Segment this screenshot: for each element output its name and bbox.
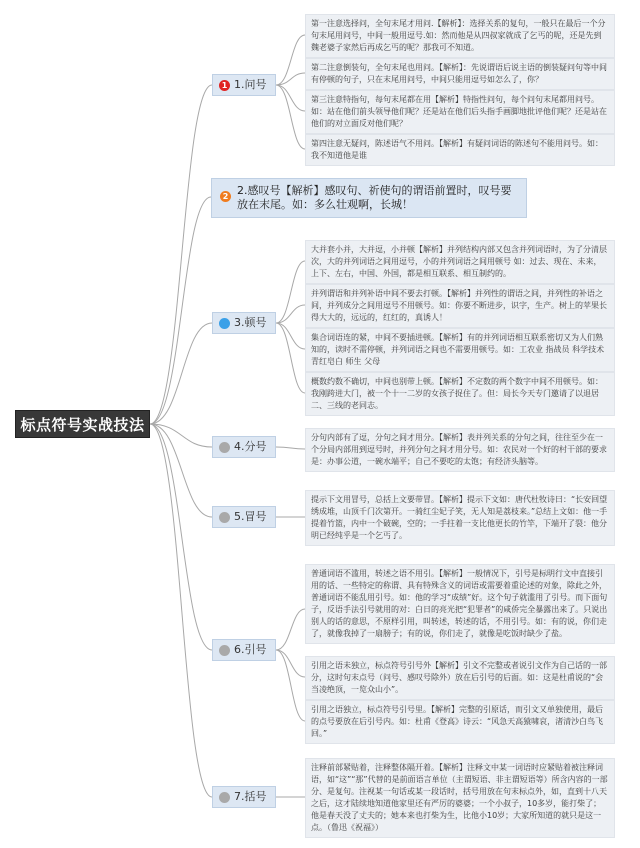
gray-circle-icon xyxy=(219,792,230,803)
branch-exclamation-mark[interactable] xyxy=(211,178,527,218)
connector-question-leaf-3 xyxy=(276,85,305,111)
branch-colon[interactable] xyxy=(212,506,276,528)
connector-quotation-leaf-1 xyxy=(276,609,305,650)
connector-root-to-colon xyxy=(150,424,212,517)
branch-brackets[interactable] xyxy=(212,786,276,808)
leaf-quotation-2[interactable]: 引用之语未独立，标点符号引号外【解析】引文不完整或者说引文作为自己话的一部分，这时句末点号（问号、感叹号除外）放在后引号的后面。如：这是杜甫说的“会当凌绝顶，一览众山小”。 xyxy=(305,656,615,700)
connector-quotation-leaf-2 xyxy=(276,650,305,677)
branch-semicolon[interactable] xyxy=(212,436,276,458)
gray-circle-icon xyxy=(219,442,230,453)
connector-enumeration-leaf-4 xyxy=(276,323,305,393)
connector-question-leaf-1 xyxy=(276,35,305,85)
branch-label: 7.括号 xyxy=(234,790,267,803)
leaf-enumeration-2[interactable]: 并列谓语和并列补语中间不要去打顿。【解析】并列性的谓语之间，并列性的补语之间，并列成分之间用逗号不用顿号。如：你要不断进步，识字，生产。树上的苹果长得大大的，远远的，红红的，真诱人！ xyxy=(305,284,615,328)
branch-enumeration-comma[interactable] xyxy=(212,312,276,334)
blue-circle-icon xyxy=(219,318,230,329)
gray-circle-icon xyxy=(219,512,230,523)
number-one-icon: 1 xyxy=(219,80,230,91)
connector-semicolon-leaf-1 xyxy=(276,447,305,449)
leaf-semicolon-1[interactable]: 分句内部有了逗，分句之间才用分。【解析】表并列关系的分句之间，往往至少在一个分局内部用到逗号时，并列分句之间才用分号。如：农民对一个好的村干部的要求是：办事公道，一碗水端平；自己不要吃的太饱；有经济头脑等。 xyxy=(305,428,615,472)
branch-label: 4.分号 xyxy=(234,440,267,453)
connector-enumeration-leaf-3 xyxy=(276,323,305,349)
connector-quotation-leaf-3 xyxy=(276,650,305,721)
connector-root-to-enumeration xyxy=(150,323,212,424)
branch-label: 2.感叹号【解析】感叹句、祈使句的谓语前置时，叹号要放在末尾。如：多么壮观啊，长城！ xyxy=(237,184,512,211)
connector-question-leaf-4 xyxy=(276,85,305,149)
leaf-quotation-3[interactable]: 引用之语独立，标点符号引号里。【解析】完整的引原话，而引文又单独使用，最后的点号要放在后引号内。如：杜甫《登高》诗云：“风急天高猿啸哀，渚清沙白鸟飞回。” xyxy=(305,700,615,744)
root-topic[interactable]: 标点符号实战技法 xyxy=(15,410,150,438)
leaf-enumeration-3[interactable]: 集合词语连的紧，中间不要插进顿。【解析】有的并列词语相互联系密切又为人们熟知的，读时不需停顿，并列词语之间也不需要用顿号。如：工农业 指战员 科学技术 青红皂白 师生 父母 xyxy=(305,328,615,372)
branch-label: 3.顿号 xyxy=(234,316,267,329)
branch-label: 6.引号 xyxy=(234,643,267,656)
leaf-brackets-1[interactable]: 注释前部紧贴着，注释整体隔开着。【解析】注释文中某一词语时应紧贴着被注释词语，如“这”“那”代替的是前面语言单位（主谓短语、非主谓短语等）所含内容的一部分、是复句。注视某一句话或某一段话时，括号用放在句末标点外，如，直到十八天之后，这才陆续地知道他家里还有严厉的婆婆；一个小叔子，10多岁，能打柴了；他是春天没了丈夫的；她本来也打柴为生，比他小10岁；大家所知道的就只是这一点。（鲁迅《祝福》） xyxy=(305,758,615,838)
branch-label: 1.问号 xyxy=(234,78,267,91)
leaf-colon-1[interactable]: 提示下文用冒号，总括上文要带冒。【解析】提示下文如：唐代杜牧诗曰：“长安回望绣成堆，山顶千门次第开。一骑红尘妃子笑，无人知是荔枝来。”总结上文如：他一手提着竹篮，内中一个破碗，空的；一手拄着一支比他更长的竹竿，下端开了裂：他分明已经纯乎是一个乞丐了。 xyxy=(305,490,615,546)
leaf-question-2[interactable]: 第二注意倒装句，全句末尾也用问。【解析】：先说谓语后说主语的倒装疑问句等中间有停顿的句子，只在末尾用问号，中间只能用逗号如怎么了，你？ xyxy=(305,58,615,90)
leaf-enumeration-4[interactable]: 概数约数不确切，中间也别带上顿。【解析】不定数的两个数字中间不用顿号。如：我刚跨进大门，被一个十一二岁的女孩子捉住了。但：局长今天专门邀请了以退居二、三线的老同志。 xyxy=(305,372,615,416)
connector-root-to-question xyxy=(150,85,212,424)
connector-root-to-quotation xyxy=(150,424,212,650)
connector-root-to-exclamation xyxy=(150,197,211,424)
gray-circle-icon xyxy=(219,645,230,656)
branch-question-mark[interactable] xyxy=(212,74,276,96)
number-two-icon: 2 xyxy=(220,191,231,202)
leaf-enumeration-1[interactable]: 大并套小并，大并逗，小并顿【解析】并列结构内部又包含并列词语时，为了分清层次，大的并列词语之间用逗号，小的并列词语之间用顿号 如：过去、现在、未来，上下、左右，中国、外国，都是相互联系、相互制约的。 xyxy=(305,240,615,284)
leaf-question-4[interactable]: 第四注意无疑问，陈述语气不用问。【解析】有疑问词语的陈述句不能用问号。如：我不知道他是谁 xyxy=(305,134,615,166)
leaf-question-1[interactable]: 第一注意选择问，全句末尾才用问.【解析】：选择关系的复句，一般只在最后一个分句末尾用问号，中间一般用逗号.如：然而他是从四叔家就成了乞丐的呢，还是先到魏老婆子家然后再成乞丐的呢？那我可不知道。 xyxy=(305,14,615,58)
leaf-question-3[interactable]: 第三注意特指句，每句末尾都在用【解析】特指性问句，每个问句末尾都用问号。如：站在他们前头领导他们呢？还是站在他们后头指手画脚地批评他们呢？还是站在他们的对立面反对他们呢？ xyxy=(305,90,615,134)
branch-label: 5.冒号 xyxy=(234,510,267,523)
leaf-quotation-1[interactable]: 普通词语不滥用，转述之语不用引。【解析】一般情况下，引号是标明行文中直接引用的话、一些特定的称谓、具有特殊含义的词语或需要着重论述的对象，除此之外，普通词语不能乱用引号。如：他的学习“成绩”好。这个句子就滥用了引号。而下面句子，反语手法引号就用的对：白日的亮光把“犯罪者”的咸侨完全暴露出来了。只说出别人的话的意思，不原样引用，叫转述，转述的话，不用引号。如：有的说，你们走了，就像我掉了一扇膀子；有的说，你们走了，就像是吃饭时缺少了盐。 xyxy=(305,564,615,644)
connector-root-to-bracket xyxy=(150,424,212,797)
branch-quotation-marks[interactable] xyxy=(212,639,276,661)
